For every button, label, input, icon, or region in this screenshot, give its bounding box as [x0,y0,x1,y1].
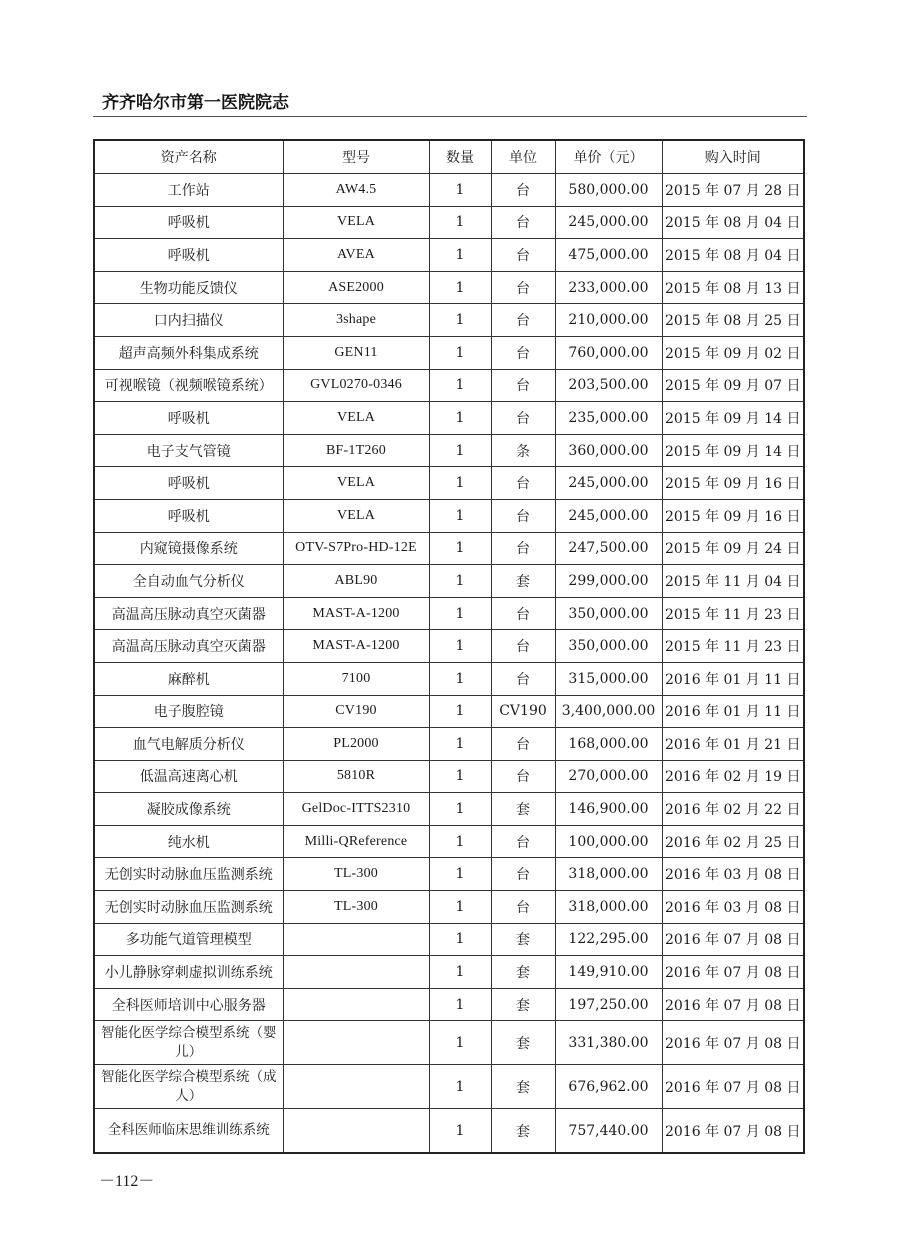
cell-purchase-date: 2015 年 08 月 13 日 [662,271,804,304]
cell-model: ABL90 [283,565,429,598]
cell-model: GVL0270-0346 [283,369,429,402]
cell-model: AVEA [283,239,429,272]
table-row [94,793,804,826]
cell-unit: 套 [491,1021,555,1065]
cell-purchase-date: 2016 年 07 月 08 日 [662,1021,804,1065]
table-row [94,206,804,239]
cell-quantity: 1 [429,956,491,989]
cell-model: BF-1T260 [283,434,429,467]
cell-quantity: 1 [429,825,491,858]
cell-purchase-date: 2015 年 07 月 28 日 [662,174,804,207]
cell-purchase-date: 2015 年 09 月 02 日 [662,336,804,369]
table-row [94,858,804,891]
cell-unit-price: 331,380.00 [555,1021,662,1065]
cell-asset-name: 无创实时动脉血压监测系统 [94,891,283,924]
table-row [94,565,804,598]
cell-unit: 台 [491,174,555,207]
cell-asset-name: 呼吸机 [94,206,283,239]
cell-purchase-date: 2015 年 09 月 07 日 [662,369,804,402]
cell-unit-price: 299,000.00 [555,565,662,598]
cell-unit: 台 [491,402,555,435]
cell-unit-price: 247,500.00 [555,532,662,565]
cell-quantity: 1 [429,662,491,695]
cell-asset-name: 超声高频外科集成系统 [94,336,283,369]
cell-model: CV190 [283,695,429,728]
table-row [94,499,804,532]
header-divider [93,116,807,117]
cell-asset-name: 电子腹腔镜 [94,695,283,728]
cell-unit: 条 [491,434,555,467]
cell-quantity: 1 [429,206,491,239]
table-row [94,760,804,793]
cell-purchase-date: 2016 年 03 月 08 日 [662,891,804,924]
cell-purchase-date: 2016 年 07 月 08 日 [662,988,804,1021]
cell-asset-name: 工作站 [94,174,283,207]
cell-unit: 台 [491,891,555,924]
table-row [94,956,804,989]
cell-model: MAST-A-1200 [283,597,429,630]
cell-asset-name: 小儿静脉穿刺虚拟训练系统 [94,956,283,989]
cell-model: OTV-S7Pro-HD-12E [283,532,429,565]
table-row [94,369,804,402]
cell-unit: 台 [491,239,555,272]
cell-quantity: 1 [429,630,491,663]
table-row [94,923,804,956]
cell-model [283,1109,429,1154]
cell-quantity: 1 [429,434,491,467]
cell-unit-price: 245,000.00 [555,206,662,239]
cell-model: TL-300 [283,891,429,924]
book-title: 齐齐哈尔市第一医院院志 [102,93,289,113]
cell-unit-price: 270,000.00 [555,760,662,793]
cell-model: 5810R [283,760,429,793]
cell-unit: 台 [491,728,555,761]
cell-model: 3shape [283,304,429,337]
cell-unit-price: 757,440.00 [555,1109,662,1154]
cell-unit-price: 350,000.00 [555,630,662,663]
cell-purchase-date: 2015 年 08 月 04 日 [662,206,804,239]
cell-unit: 套 [491,956,555,989]
cell-unit: CV190 [491,695,555,728]
cell-model [283,988,429,1021]
cell-quantity: 1 [429,239,491,272]
cell-quantity: 1 [429,565,491,598]
cell-quantity: 1 [429,793,491,826]
cell-purchase-date: 2016 年 02 月 22 日 [662,793,804,826]
cell-purchase-date: 2015 年 08 月 25 日 [662,304,804,337]
table-row [94,434,804,467]
table-row [94,304,804,337]
cell-unit-price: 168,000.00 [555,728,662,761]
cell-asset-name: 全科医师培训中心服务器 [94,988,283,1021]
cell-quantity: 1 [429,1065,491,1109]
cell-asset-name: 呼吸机 [94,499,283,532]
cell-purchase-date: 2015 年 11 月 23 日 [662,597,804,630]
table-row [94,891,804,924]
table-row [94,728,804,761]
cell-quantity: 1 [429,923,491,956]
cell-purchase-date: 2016 年 03 月 08 日 [662,858,804,891]
table-row [94,988,804,1021]
cell-asset-name: 多功能气道管理模型 [94,923,283,956]
cell-unit: 台 [491,304,555,337]
table-row [94,695,804,728]
table-row [94,825,804,858]
cell-quantity: 1 [429,891,491,924]
cell-purchase-date: 2015 年 09 月 14 日 [662,434,804,467]
cell-purchase-date: 2015 年 09 月 14 日 [662,402,804,435]
cell-asset-name: 全自动血气分析仪 [94,565,283,598]
table-row [94,336,804,369]
cell-quantity: 1 [429,695,491,728]
cell-unit-price: 235,000.00 [555,402,662,435]
cell-quantity: 1 [429,760,491,793]
cell-model: VELA [283,206,429,239]
cell-purchase-date: 2016 年 02 月 19 日 [662,760,804,793]
cell-unit-price: 149,910.00 [555,956,662,989]
cell-model: PL2000 [283,728,429,761]
cell-unit-price: 146,900.00 [555,793,662,826]
cell-quantity: 1 [429,1021,491,1065]
cell-quantity: 1 [429,532,491,565]
cell-model: VELA [283,467,429,500]
cell-unit: 套 [491,1109,555,1154]
cell-quantity: 1 [429,1109,491,1154]
cell-asset-name: 电子支气管镜 [94,434,283,467]
cell-quantity: 1 [429,304,491,337]
page-number: －112－ [99,1173,155,1190]
table-header-row [94,140,804,174]
cell-model [283,1021,429,1065]
cell-quantity: 1 [429,858,491,891]
cell-quantity: 1 [429,336,491,369]
cell-asset-name: 纯水机 [94,825,283,858]
cell-model [283,956,429,989]
cell-unit-price: 318,000.00 [555,891,662,924]
table-body [94,174,804,1154]
cell-model [283,1065,429,1109]
column-header-unit: 单位 [491,140,555,174]
cell-unit-price: 318,000.00 [555,858,662,891]
cell-purchase-date: 2016 年 07 月 08 日 [662,1065,804,1109]
cell-unit-price: 580,000.00 [555,174,662,207]
cell-asset-name: 凝胶成像系统 [94,793,283,826]
cell-purchase-date: 2016 年 01 月 21 日 [662,728,804,761]
table-row [94,630,804,663]
cell-quantity: 1 [429,597,491,630]
cell-purchase-date: 2016 年 07 月 08 日 [662,956,804,989]
cell-model: VELA [283,402,429,435]
cell-purchase-date: 2016 年 01 月 11 日 [662,662,804,695]
cell-unit: 台 [491,206,555,239]
cell-unit: 台 [491,532,555,565]
cell-quantity: 1 [429,402,491,435]
table-row [94,1065,804,1109]
cell-asset-name: 低温高速离心机 [94,760,283,793]
cell-unit-price: 676,962.00 [555,1065,662,1109]
cell-asset-name: 生物功能反馈仪 [94,271,283,304]
column-header-name: 资产名称 [94,140,283,174]
cell-model: GEN11 [283,336,429,369]
cell-asset-name: 呼吸机 [94,239,283,272]
cell-purchase-date: 2015 年 09 月 16 日 [662,467,804,500]
cell-purchase-date: 2015 年 08 月 04 日 [662,239,804,272]
table-row [94,1109,804,1154]
cell-model: 7100 [283,662,429,695]
cell-unit-price: 122,295.00 [555,923,662,956]
cell-quantity: 1 [429,369,491,402]
table-row [94,597,804,630]
cell-quantity: 1 [429,467,491,500]
cell-unit-price: 233,000.00 [555,271,662,304]
cell-purchase-date: 2015 年 11 月 23 日 [662,630,804,663]
cell-unit: 台 [491,271,555,304]
cell-unit-price: 203,500.00 [555,369,662,402]
cell-unit-price: 350,000.00 [555,597,662,630]
cell-unit-price: 197,250.00 [555,988,662,1021]
cell-quantity: 1 [429,271,491,304]
cell-unit: 台 [491,336,555,369]
cell-asset-name: 呼吸机 [94,467,283,500]
cell-quantity: 1 [429,988,491,1021]
cell-unit: 台 [491,597,555,630]
asset-table [93,139,805,1154]
cell-model: MAST-A-1200 [283,630,429,663]
cell-asset-name: 智能化医学综合模型系统（婴儿） [94,1021,283,1065]
cell-model: GelDoc-ITTS2310 [283,793,429,826]
cell-unit-price: 245,000.00 [555,499,662,532]
cell-asset-name: 内窥镜摄像系统 [94,532,283,565]
cell-unit-price: 210,000.00 [555,304,662,337]
cell-unit: 套 [491,923,555,956]
cell-unit: 台 [491,858,555,891]
table-row [94,467,804,500]
table-row [94,174,804,207]
cell-unit-price: 360,000.00 [555,434,662,467]
cell-asset-name: 高温高压脉动真空灭菌器 [94,597,283,630]
cell-unit: 套 [491,988,555,1021]
cell-model: TL-300 [283,858,429,891]
cell-purchase-date: 2015 年 09 月 16 日 [662,499,804,532]
table-row [94,271,804,304]
cell-asset-name: 高温高压脉动真空灭菌器 [94,630,283,663]
cell-unit: 套 [491,565,555,598]
cell-asset-name: 麻醉机 [94,662,283,695]
cell-model: Milli-QReference [283,825,429,858]
cell-asset-name: 口内扫描仪 [94,304,283,337]
cell-model [283,923,429,956]
cell-asset-name: 无创实时动脉血压监测系统 [94,858,283,891]
cell-quantity: 1 [429,499,491,532]
cell-model: AW4.5 [283,174,429,207]
cell-unit: 台 [491,499,555,532]
column-header-model: 型号 [283,140,429,174]
cell-model: VELA [283,499,429,532]
column-header-quantity: 数量 [429,140,491,174]
cell-unit: 台 [491,369,555,402]
cell-purchase-date: 2016 年 01 月 11 日 [662,695,804,728]
cell-unit-price: 315,000.00 [555,662,662,695]
table-row [94,1021,804,1065]
table-row [94,402,804,435]
cell-unit-price: 245,000.00 [555,467,662,500]
cell-asset-name: 血气电解质分析仪 [94,728,283,761]
cell-asset-name: 智能化医学综合模型系统（成人） [94,1065,283,1109]
table-row [94,239,804,272]
cell-unit-price: 760,000.00 [555,336,662,369]
cell-purchase-date: 2016 年 07 月 08 日 [662,923,804,956]
cell-unit: 套 [491,1065,555,1109]
cell-asset-name: 可视喉镜（视频喉镜系统） [94,369,283,402]
cell-unit-price: 3,400,000.00 [555,695,662,728]
cell-unit-price: 100,000.00 [555,825,662,858]
cell-unit: 台 [491,630,555,663]
cell-unit: 台 [491,825,555,858]
cell-asset-name: 全科医师临床思维训练系统 [94,1109,283,1154]
cell-unit: 台 [491,760,555,793]
table-row [94,532,804,565]
cell-purchase-date: 2016 年 02 月 25 日 [662,825,804,858]
cell-unit: 套 [491,793,555,826]
column-header-price: 单价（元） [555,140,662,174]
cell-unit: 台 [491,662,555,695]
cell-model: ASE2000 [283,271,429,304]
cell-quantity: 1 [429,728,491,761]
cell-quantity: 1 [429,174,491,207]
cell-asset-name: 呼吸机 [94,402,283,435]
cell-purchase-date: 2016 年 07 月 08 日 [662,1109,804,1154]
table-row [94,662,804,695]
column-header-date: 购入时间 [662,140,804,174]
cell-purchase-date: 2015 年 11 月 04 日 [662,565,804,598]
cell-purchase-date: 2015 年 09 月 24 日 [662,532,804,565]
cell-unit-price: 475,000.00 [555,239,662,272]
cell-unit: 台 [491,467,555,500]
